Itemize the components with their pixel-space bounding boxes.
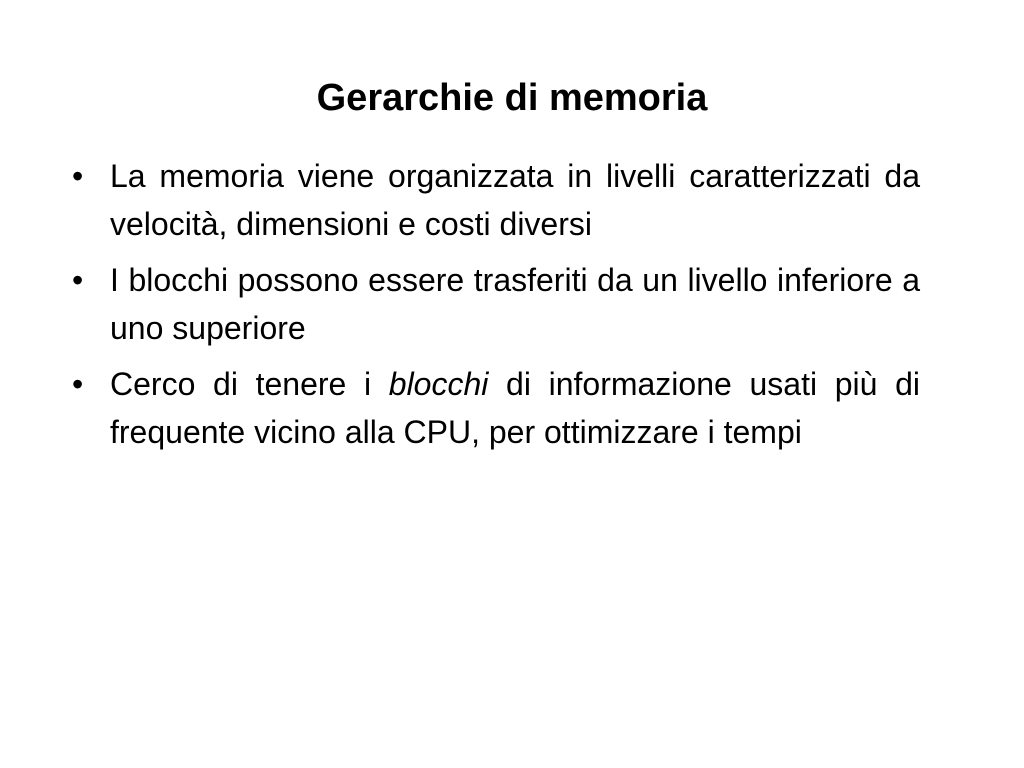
bullet-icon: • <box>72 262 84 298</box>
bullet-text-emphasis: blocchi <box>388 366 489 402</box>
bullet-item <box>72 360 920 456</box>
bullet-text: I blocchi possono essere trasferiti da un livello inferiore a uno superiore <box>110 262 920 346</box>
bullet-text-start: Cerco di tenere i <box>110 366 389 402</box>
bullet-icon: • <box>72 158 84 194</box>
bullet-text: La memoria viene organizzata in livelli caratterizzati da velocità, dimensioni e costi diversi <box>110 158 920 242</box>
slide-title: Gerarchie di memoria <box>316 77 708 119</box>
bullet-list <box>72 152 920 464</box>
bullet-icon: • <box>72 366 84 402</box>
bullet-item <box>72 256 920 352</box>
bullet-item <box>72 152 920 248</box>
bullet-text-end: di informazione usati più di frequente vicino alla CPU, per ottimizzare i tempi <box>110 366 921 450</box>
